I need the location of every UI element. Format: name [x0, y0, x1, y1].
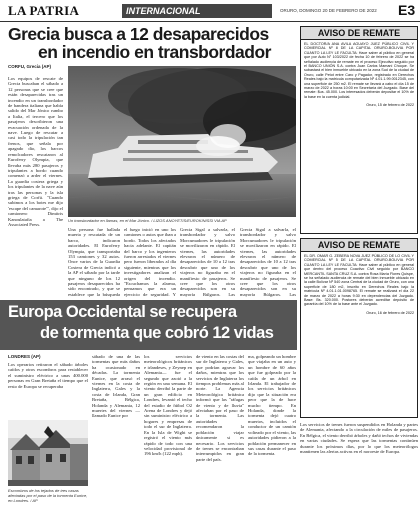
notice-2-signature: Oruro, 16 de febrero de 2022 — [366, 310, 414, 315]
story2-storm-damage-photo — [8, 420, 88, 486]
dateline: ORURO, DOMINGO 20 DE FEBRERO DE 2022 — [280, 8, 377, 13]
story1-column-3: el fuego inició en uno los camiones o autos que iban a bordo. Todos los afectados hacia adelante. El capitán del barco y los ingenieros fueron arrestados el viernes pero fueron liberados al día siguiente, mientras que los investigadores analizan el origen del incendio. "Escuchamos la alarma, pensamos que era un ejercicio de seguridad. Y — [124, 227, 176, 297]
page-number: E3 — [398, 2, 416, 18]
story2-column-6-text: Los servicios de trenes fueron suspendidos en Holanda y partes de Alemania, afectando a la circulación de miles de pasajeros. En Bélgica, el viento derribó árboles y dañó techos de viviendas en varias ciudades. Se espera que las tormentas continúen durante los próximos días, por lo que los meteorólogos mantienen las alertas activas en el noroeste de Europa. — [300, 422, 418, 455]
story2-photo-caption: Escombros de los tejados de tres casas afectadas por el paso de la tormenta Eunice, en Londres. / AP — [8, 488, 88, 503]
story1-column-5: Grecia Sigal a salvarla, el transbordador y salvo Morcumadores le tripulación se movilizaron en rápido. El viernes, las autoridades elevaron el número de desaparecidos de 10 a 12 tras descubrir que uno de los viajeros no figuraba en el manifiesto de pasajeros. Se cree que los otros desaparecidos son en su mayoría Búlgaros. Las — [240, 227, 296, 297]
story1-column-1: Los equipos de rescate de Grecia buscaban el sábado a 12 personas que se cree que están desaparecidas tras un incendio en un transbordador de bandera italiana que había salido del Mar Jónico rumbo a Italia, el tercero que los pasajeros describieron una evacuación ordenada de la nave. Luego de rescatar a casi todo la tripulación tan frenos, que señala por apagado dio, los barcos remolcadores rescataron al Euroferry Olympia, que llevaba más 280 pasajeros y tripulantes a bordo cuando comenzó a arder el viernes. La guardia costera griega y los tripulantes de la nave aún tras las personas y la isla griega de Corfú. "Cuando subimos a los botes me dijo 'escape del camarote'", dijo el camionero Dimitris Kanoulatafia a The Associated Press. — [8, 76, 63, 227]
story2-column-4: de viento en las costas del sur de Inglaterra y Gales, que podrían agravar los daños, mientras que los servicios de Inglaterra los tiempos problemas más al norte. La Agencia Meteorológica británica informó que las "ráfagas de viento y de lluvia" afectaban por el paso de la tormenta. Las autoridades recomendaron la población viajar únicamente si es necesario. Los servicios de trenes se encontraban interrumpidos en gran parte del país. — [196, 354, 244, 462]
notice-1-title: AVISO DE REMATE — [301, 27, 417, 40]
notice-1-text: EL DOCTOR/A ANA AVILA AGUAYO JUEZ PÚBLICO CIVIL Y COMERCIAL Nº 8 DE LA CAPITAL ORURO-BOLIVIA POR CUANTO LA LEY LE FACULTA: Hace saber al público en general que por Auto N° 103/2022 de fecha 10 de febrero de 2022 se ha señalado audiencia de remate en el proceso Ejecutivo seguido por el BANCO UNIÓN S.A. contra Juan Carlos Mamani Choque. Se subastará el bien inmueble ubicado en la zona Sud de la ciudad de Oruro, calle Petot entre Caro y Pagador, registrado en Derechos Reales bajo la matrícula computarizada Nº 4.01.1.99.0012345, con una superficie de 250 m2. El remate se llevará a cabo el día 15 de marzo de 2022 a horas 10:00 en Secretaría del Juzgado. Base del remate: $us. 45.000. Los interesados deberán depositar el 10% de la base en la cuenta judicial. — [304, 42, 414, 99]
section-label: INTERNACIONAL — [122, 4, 272, 18]
story2-column-2: sábado de una de las tormentas que más daños ha ocasionado en décadas. La tormenta Eunice, que arrasó el viernes en la costa de Inglaterra, Gales y la costa de Irlanda, Gran Bretaña, Bélgica, Holanda y Alemania, 12 muertes del viernes —llamado Eunice por — [92, 354, 140, 419]
legal-notice-2 — [300, 238, 418, 418]
story1-ferry-fire-photo — [68, 66, 296, 217]
notice-2-text: EL DR. OMAR G. ZEBERA NOVA JUEZ PÚBLICO DE LO CIVIL Y COMERCIAL Nº 5 DE LA CAPITAL ORURO-BOLIVIA POR CUANTO LA LEY LE FACULTA: Hace saber al público en general que dentro del proceso Coactivo Civil seguido por BANCO MERCANTIL SANTA CRUZ S.A. contra Rosa María Flores Quispe, se ha señalado audiencia de remate del bien inmueble ubicado en la calle Bolívar Nº 540 zona Central de la ciudad de Oruro, con una superficie de 180 m2, inscrito en Derechos Reales bajo la matrícula Nº 4.01.1.01.0098765. El remate se realizará el día 22 de marzo de 2022 a horas 9:30 en dependencias del Juzgado. Base: Bs. 320.000. Postores deberán acreditar depósito de garantía del 10% de la base ante el Juzgado. — [304, 254, 414, 307]
notice-1-signature: Oruro, 15 de febrero de 2022 — [366, 103, 414, 108]
story1-photo-caption: Un transbordador en llamas, en el Mar Jónico. / LIZOS ANOYETIS/EUROKINISSI VIA AP — [68, 218, 227, 223]
notice-2-title: AVISO DE REMATE — [301, 239, 417, 252]
story1-column-2: Una persona fue hallada muerta y rescatada de un barco, indicaron autoridades. El Euroferry Olympia, que transportaba 153 camiones y 32 autos. Once varios de la Guardia Costera de Grecia indicó a la AP el sábado por la tarde que ninguno de los 12 pasajeros desaparecidos ha sido encontrado, y que se establece que la búsqueda — [68, 227, 120, 297]
story1-column-4: Grecia Sigal a salvarla, el transbordador y salvo Morcumadores le tripulación se movilizaron en rápido. El viernes, las autoridades elevaron el número de desaparecidos de 10 a 12 tras descubrir que uno de los viajeros no figuraba en el manifiesto de pasajeros. Se cree que los otros desaparecidos son en su mayoría Búlgaros. Las — [180, 227, 235, 297]
page-header — [0, 0, 420, 22]
newspaper-masthead: LA PATRIA — [8, 3, 80, 18]
story2-headline-line2: de tormenta que cobró 12 vidas — [40, 324, 274, 342]
story2-headline-line1: Europa Occidental se recupera — [8, 303, 237, 321]
story1-headline-line1: Grecia busca a 12 desaparecidos — [8, 24, 269, 44]
story1-byline: CORFU, Grecia (AP) — [8, 64, 52, 69]
story2-byline: LONDRES (AP) — [8, 354, 41, 359]
ferry-fire-image — [68, 66, 296, 217]
legal-notice-1 — [300, 26, 418, 234]
story2-column-5: ma, golpeando un hombre que viajaba en un auto y un hombre de 60 años que fue golpeado por la caída de un árbol en Irlanda. El trabajador de los servicios británicos dijo que la situación era peor que la de hace mucho tiempo. En Holanda, donde la tormenta dejó cuatro muertos, incluidos el conductor de un camión volteado por el viento, las autoridades pidieron a la población permanecer en sus casas durante el paso de la tormenta. — [248, 354, 296, 457]
story1-headline-line2: en incendio en transbordador — [38, 42, 271, 62]
story2-column-1: Los operarios retiraron el sábado árboles caídos y otros escombros para restablecer el suministro eléctrico a unas 400.000 personas en Gran Bretaña el tiempo que el resto de Europa se recuperaba — [8, 362, 88, 389]
story2-column-3: los servicios meteorológicos británicos e irlandeses, y Zeynep en Alemania— fue el segundo que azotó a la región en una semana. El viento derribó la parte de un gran edificio en Londres, levantó el techo del estadio de fútbol O2 Arena de Londres y dejó sin suministro eléctrico a hogares y empresas de todo el sur de Inglaterra. En la Isla de Wight se registró el viento más rápido de todo con una velocidad provisional de 196 km/h (122 mph). — [144, 354, 192, 457]
storm-damage-image — [8, 420, 88, 486]
